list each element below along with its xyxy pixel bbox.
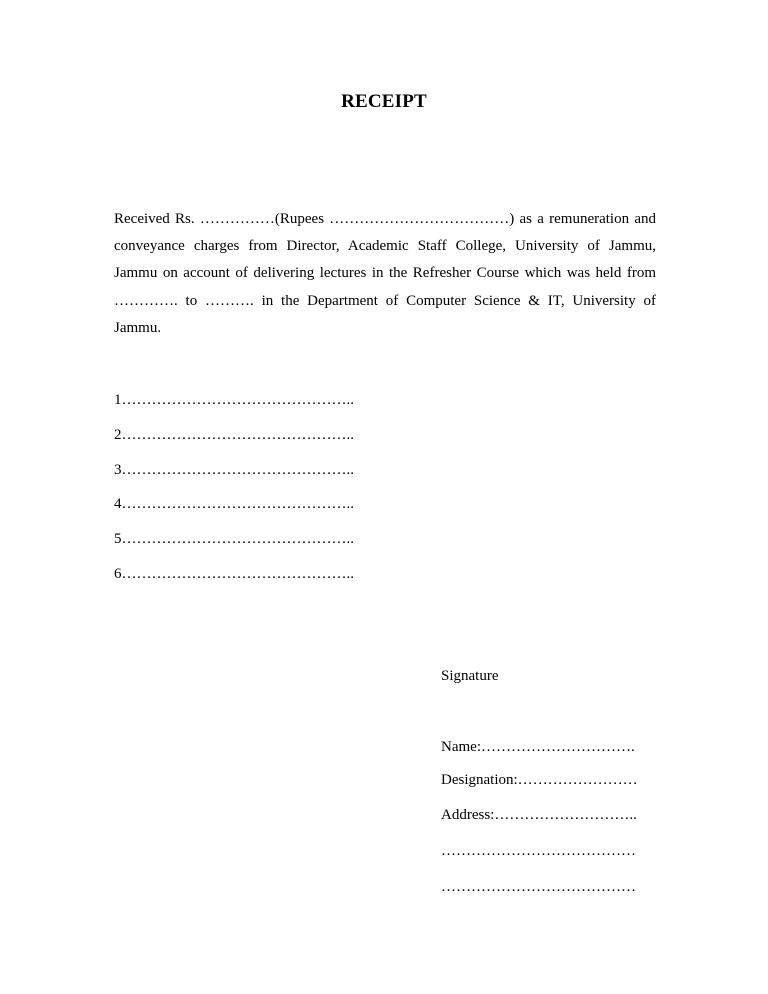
receipt-title: RECEIPT <box>341 91 427 112</box>
list-item: 4……………………………………….. <box>114 496 354 513</box>
paragraph-line: Jammu. <box>114 319 162 336</box>
address-continuation-line: ………………………………… <box>441 879 636 895</box>
designation-field-line: Designation:…………………… <box>441 772 638 788</box>
signature-label: Signature <box>441 668 499 684</box>
list-item: 5……………………………………….. <box>114 531 354 548</box>
address-continuation-line: ………………………………… <box>441 843 636 859</box>
list-item: 2……………………………………….. <box>114 426 354 443</box>
address-field-line: Address:……………………….. <box>441 807 637 823</box>
list-item: 6……………………………………….. <box>114 565 354 582</box>
paragraph-line: …………. to ………. in the Department of Computer Science & IT, University of <box>114 292 656 309</box>
paragraph-line: conveyance charges from Director, Academic Staff College, University of Jammu, <box>114 238 656 255</box>
paragraph-line: Jammu on account of delivering lectures in the Refresher Course which was held from <box>114 265 656 282</box>
receipt-paragraph <box>114 206 656 342</box>
list-item: 1……………………………………….. <box>114 392 354 408</box>
list-item: 3……………………………………….. <box>114 461 354 478</box>
paragraph-line: Received Rs. ……………(Rupees ………………………………) as a remuneration and <box>114 211 656 227</box>
name-field-line: Name:…………………………. <box>441 739 635 755</box>
numbered-blank-list <box>114 390 354 599</box>
